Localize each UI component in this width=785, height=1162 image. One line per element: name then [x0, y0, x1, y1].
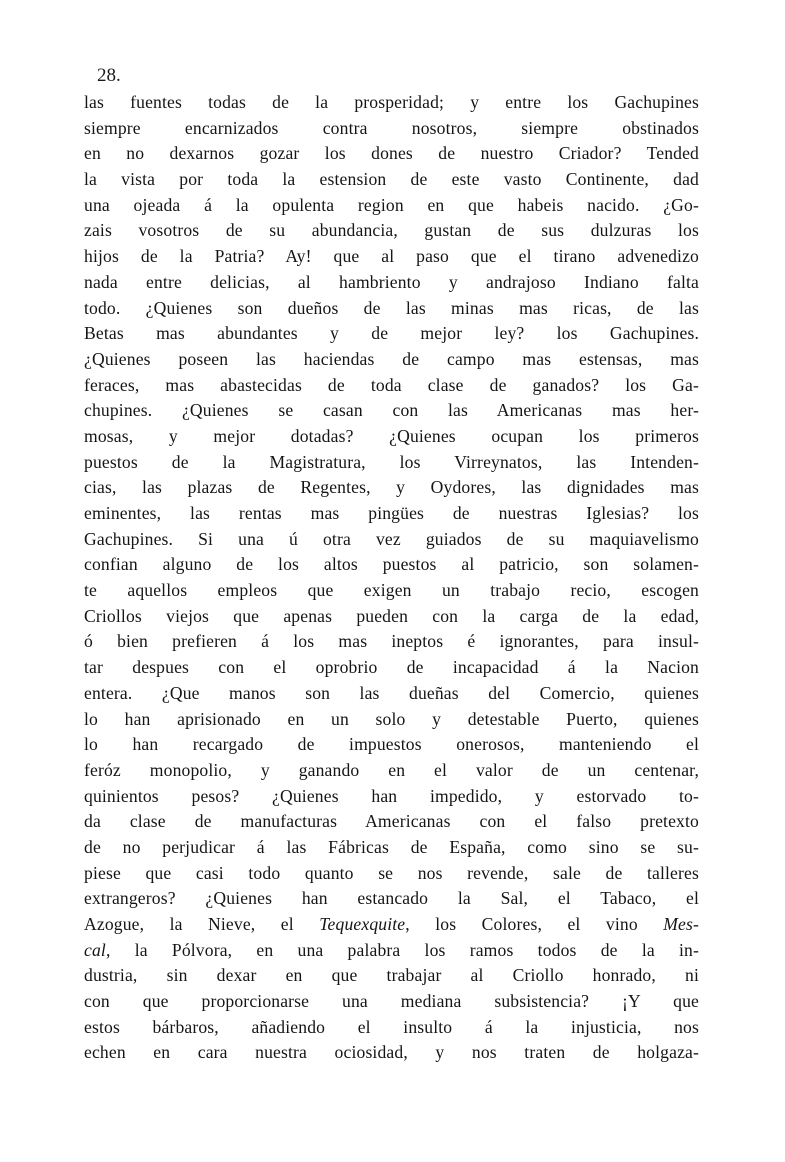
text-run: nada entre delicias, al hambriento y andrajoso Indiano falta: [84, 271, 699, 292]
italic-term: Tequexquite: [319, 914, 406, 934]
text-run: Criollos viejos que apenas pueden con la carga de la edad,: [84, 605, 699, 626]
text-line: [84, 886, 699, 912]
text-run: quinientos pesos? ¿Quienes han impedido, y estorvado to-: [84, 785, 699, 806]
text-run: echen en cara nuestra ociosidad, y nos traten de holgaza-: [84, 1042, 699, 1063]
text-run: hijos de la Patria? Ay! que al paso que el tirano advenedizo: [84, 246, 699, 267]
text-line: [84, 116, 699, 142]
text-run: Betas mas abundantes y de mejor ley? los Gachupines.: [84, 323, 699, 344]
text-line: [84, 321, 699, 347]
text-run: las fuentes todas de la prosperidad; y entre los Gachupines: [84, 92, 699, 112]
text-run: siempre encarnizados contra nosotros, siempre obstinados: [84, 117, 699, 138]
text-run: de no perjudicar á las Fábricas de España, como sino se su-: [84, 836, 699, 857]
text-run: con que proporcionarse una mediana subsistencia? ¡Y que: [84, 991, 699, 1012]
text-line: [84, 398, 699, 424]
text-line: [84, 629, 699, 655]
text-run: lo han recargado de impuestos onerosos, manteniendo el: [84, 734, 699, 755]
text-line: [84, 758, 699, 784]
text-line: [84, 424, 699, 450]
text-line: [84, 938, 699, 964]
text-run: da clase de manufacturas Americanas con el falso pretexto: [84, 811, 699, 832]
text-line: [84, 989, 699, 1015]
text-line: [84, 655, 699, 681]
text-run: estos bárbaros, añadiendo el insulto á la injusticia, nos: [84, 1016, 699, 1037]
text-line: [84, 475, 699, 501]
text-run: ¿Quienes poseen las haciendas de campo mas estensas, mas: [84, 348, 699, 369]
text-line: [84, 270, 699, 296]
text-line: [84, 809, 699, 835]
text-line: [84, 784, 699, 810]
text-line: [84, 1040, 699, 1066]
text-line: [84, 681, 699, 707]
text-line: [84, 193, 699, 219]
text-line: [84, 450, 699, 476]
italic-term: Mes-: [663, 914, 699, 934]
text-line: [84, 732, 699, 758]
text-line: [84, 90, 699, 116]
italic-term: cal: [84, 939, 106, 960]
text-run: , la Pólvora, en una palabra los ramos todos de la in-: [105, 939, 699, 960]
text-run: eminentes, las rentas mas pingües de nuestras Iglesias? los: [84, 503, 699, 523]
text-line: [84, 527, 699, 553]
text-line: [84, 552, 699, 578]
text-run: zais vosotros de su abundancia, gustan de sus dulzuras los: [84, 220, 699, 241]
text-run: ó bien prefieren á los mas ineptos é ignorantes, para insul-: [84, 631, 699, 652]
text-run: todo. ¿Quienes son dueños de las minas mas ricas, de las: [84, 297, 699, 318]
text-run: piese que casi todo quanto se nos revende, sale de talleres: [84, 862, 699, 883]
text-run: cias, las plazas de Regentes, y Oydores, las dignidades mas: [84, 477, 699, 498]
text-line: [84, 835, 699, 861]
text-line: [84, 167, 699, 193]
text-run: tar despues con el oprobrio de incapacidad á la Nacion: [84, 657, 699, 678]
text-run: puestos de la Magistratura, los Virreynatos, las Intenden-: [84, 451, 699, 472]
text-run: dustria, sin dexar en que trabajar al Criollo honrado, ni: [84, 965, 699, 986]
text-line: [84, 296, 699, 322]
text-run: mosas, y mejor dotadas? ¿Quienes ocupan los primeros: [84, 425, 699, 446]
text-line: [84, 963, 699, 989]
text-line: [84, 1015, 699, 1041]
text-run: confian alguno de los altos puestos al patricio, son solamen-: [84, 554, 699, 575]
text-run: Azogue, la Nieve, el: [84, 914, 320, 934]
text-run: feróz monopolio, y ganando en el valor de un centenar,: [84, 759, 699, 780]
page-number: 28.: [97, 65, 121, 86]
text-line: [84, 244, 699, 270]
text-run: lo han aprisionado en un solo y detestable Puerto, quienes: [84, 708, 699, 729]
text-run: en no dexarnos gozar los dones de nuestro Criador? Tended: [84, 143, 699, 164]
text-line: [84, 861, 699, 887]
text-line: [84, 707, 699, 733]
text-run: una ojeada á la opulenta region en que habeis nacido. ¿Go-: [84, 194, 699, 215]
text-run: , los Colores, el vino: [405, 914, 664, 934]
text-run: extrangeros? ¿Quienes han estancado la Sal, el Tabaco, el: [84, 888, 699, 909]
text-run: te aquellos empleos que exigen un trabajo recio, escogen: [84, 580, 699, 601]
text-run: la vista por toda la estension de este vasto Continente, dad: [84, 169, 699, 190]
text-run: feraces, mas abastecidas de toda clase de ganados? los Ga-: [84, 374, 699, 395]
text-line: [84, 347, 699, 373]
text-line: [84, 912, 699, 938]
text-line: [84, 218, 699, 244]
text-line: [84, 141, 699, 167]
text-run: Gachupines. Si una ú otra vez guiados de su maquiavelismo: [84, 528, 699, 549]
text-line: [84, 578, 699, 604]
text-run: chupines. ¿Quienes se casan con las Americanas mas her-: [84, 400, 699, 421]
text-line: [84, 604, 699, 630]
text-run: entera. ¿Que manos son las dueñas del Comercio, quienes: [84, 682, 699, 703]
text-line: [84, 373, 699, 399]
body-text: [84, 90, 699, 1066]
text-line: [84, 501, 699, 527]
